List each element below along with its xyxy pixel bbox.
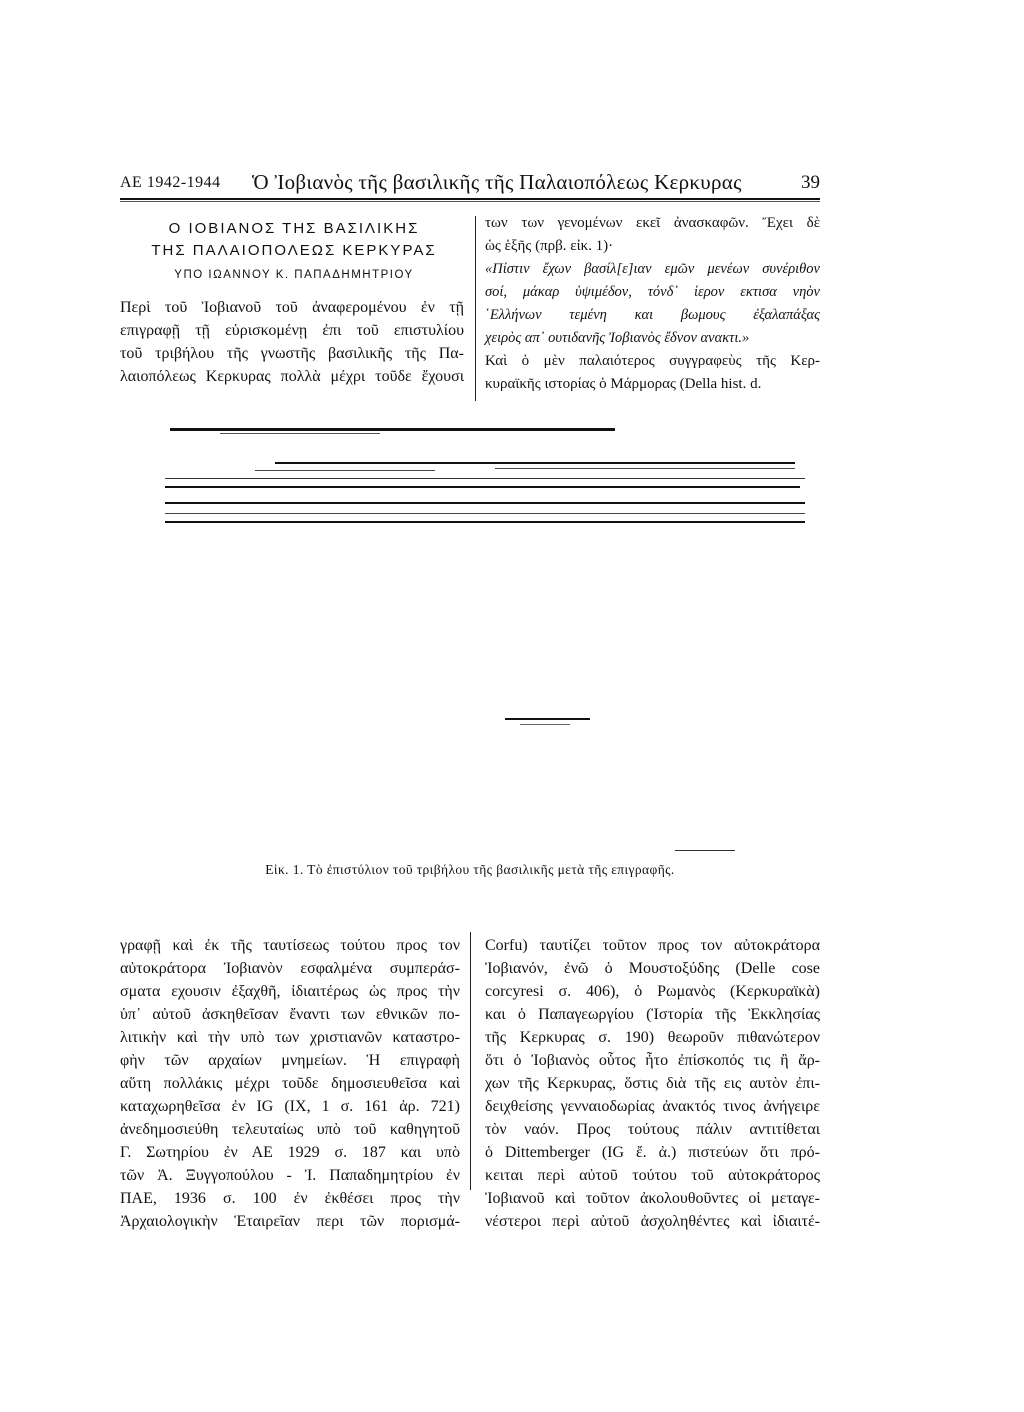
text-line: Ἀρχαιολογικὴν Ἑταιρεῖαν περι τῶν πορισμά- (120, 1213, 460, 1230)
text-line: τοῦ τριβήλου τῆς γνωστῆς βασιλικῆς τῆς Πα- (120, 345, 464, 362)
header-rule-thin (120, 201, 820, 202)
article-title-line2: ΤΗΣ ΠΑΛΑΙΟΠΟΛΕΩΣ ΚΕΡΚΥΡΑΣ (151, 242, 437, 259)
text-line: καταχωρηθεῖσα ἐν IG (IX, 1 σ. 161 ἀρ. 721) (120, 1098, 460, 1115)
text-line: φὴν τῶν αρχαίων μνημείων. Ἡ επιγραφὴ (120, 1052, 460, 1069)
text-line: σματα εχουσιν ἐξαχθῆ, ἰδιαιτέρως ὡς προς τὴν (120, 983, 460, 1000)
left-column-bottom (120, 934, 460, 1233)
text-line: λαιοπόλεως Κερκυρας πολλὰ μέχρι τοῦδε ἔχουσι (120, 368, 464, 385)
text-line: ὡς ἑξῆς (πρβ. εἰκ. 1)· (485, 238, 614, 254)
header-rule (120, 198, 820, 200)
running-title: Ὁ Ἰοβιανὸς τῆς βασιλικῆς τῆς Παλαιοπόλεως Κερκυρας (252, 170, 742, 194)
text-line: κυραϊκῆς ιστορίας ὁ Μάρμορας (Della hist. d. (485, 376, 762, 392)
figure-scan-line (165, 502, 805, 504)
inscription-line: σοί, μάκαρ ὑψιμέδον, τόνδ᾿ ἱερον εκτισα νηὸν (485, 284, 820, 300)
text-line: ὑπ᾿ αὐτοῦ ἀσκηθεῖσαν ἔναντι των εθνικῶν πο- (120, 1006, 460, 1023)
text-line: τὸν ναόν. Προς τούτους πάλιν αντιτίθεται (485, 1121, 820, 1138)
figure-scan-line (495, 468, 795, 469)
page-number: 39 (801, 172, 820, 193)
figure-scan-line (170, 428, 615, 431)
text-line: ὁ Dittemberger (IG ἔ. ἀ.) πιστεύων ὅτι πρό- (485, 1144, 820, 1161)
text-line: Γ. Σωτηρίου ἐν ΑΕ 1929 σ. 187 και υπὸ (120, 1144, 460, 1161)
article-title-line1: Ο ΙΟΒΙΑΝΟΣ ΤΗΣ ΒΑΣΙΛΙΚΗΣ (168, 220, 420, 237)
figure-scan-line (675, 850, 735, 851)
text-line: γραφῇ καὶ ἐκ τῆς ταυτίσεως τούτου προς τον (120, 937, 460, 954)
inscription-line: ῾Ελλήνων τεμένη και βωμους ἐξαλαπάξας (485, 307, 820, 323)
text-line: ὅτι ὁ Ἰοβιανὸς οὗτος ἦτο ἐπίσκοπός τις ἢ ἄρ- (485, 1052, 820, 1069)
intro-paragraph (120, 296, 464, 388)
text-line: Καὶ ὁ μὲν παλαιότερος συγγραφεὺς τῆς Κερ- (485, 353, 820, 369)
figure-scan-line (165, 486, 800, 488)
running-header (120, 170, 820, 196)
figure-scan-line (165, 521, 805, 523)
text-line: και ὁ Παπαγεωργίου (Ἱστορία τῆς Ἐκκλησίας (485, 1006, 820, 1023)
figure-scan-line (165, 478, 805, 479)
text-line: Ἰοβιανόν, ἐνῶ ὁ Μουστοξύδης (Delle cose (485, 960, 820, 977)
column-divider-bottom (470, 932, 471, 1190)
text-line: τῶν Ἀ. Ξυγγοπούλου - Ἰ. Παπαδημητρίου ἐν (120, 1167, 460, 1184)
figure-caption: Εἰκ. 1. Τὸ ἐπιστύλιον τοῦ τριβήλου τῆς βασιλικῆς μετὰ τῆς επιγραφῆς. (265, 862, 675, 877)
text-line: λιτικὴν καὶ τὴν υπὸ των χριστιανῶν καταστρο- (120, 1029, 460, 1046)
text-line: Ἰοβιανοῦ καὶ τοῦτον ἀκολουθοῦντες οἱ μεταγε- (485, 1190, 820, 1207)
figure-scan-line (505, 718, 590, 720)
figure-epistyle-photo (165, 418, 815, 858)
text-line: νέστεροι περὶ αὐτοῦ ἀσχοληθέντες καὶ ἰδιαιτέ- (485, 1213, 820, 1230)
journal-abbrev: ΑΕ 1942-1944 (120, 174, 221, 191)
figure-scan-line (220, 433, 380, 434)
right-column-top (485, 212, 820, 396)
column-divider-top (475, 216, 476, 401)
article-author: ΥΠΟ ΙΩΑΝΝΟΥ Κ. ΠΑΠΑΔΗΜΗΤΡΙΟΥ (174, 269, 414, 281)
figure-scan-line (275, 462, 795, 464)
text-line: Corfu) ταυτίζει τοῦτον προς τον αὐτοκράτορα (485, 937, 820, 954)
text-line: Περὶ τοῦ Ἰοβιανοῦ τοῦ ἀναφερομένου ἐν τῇ (120, 299, 464, 316)
inscription-line: «Πίστιν ἔχων βασίλ[ε]ιαν εμῶν μενέων συνέριθον (485, 261, 820, 277)
figure-scan-line (520, 724, 570, 725)
article-heading (120, 218, 468, 286)
text-line: corcyresi σ. 406), ὁ Ρωμανὸς (Κερκυραϊκὰ) (485, 983, 820, 1000)
text-line: κειται περὶ αὐτοῦ τούτου τοῦ αὐτοκράτορος (485, 1167, 820, 1184)
text-line: δειχθείσης γενναιοδωρίας ἀνακτός τινος ἀνήγειρε (485, 1098, 820, 1115)
text-line: αὕτη πολλάκις μέχρι τοῦδε δημοσιευθεῖσα καὶ (120, 1075, 460, 1092)
right-column-bottom (485, 934, 820, 1233)
text-line: ἀνεδημοσιεύθη τελευταίως υπὸ τοῦ καθηγητοῦ (120, 1121, 460, 1138)
text-line: χων τῆς Κερκυρας, ὅστις διὰ τῆς εις αυτὸν ἐπι- (485, 1075, 820, 1092)
inscription-line: χειρὸς απ᾿ ουτιδανῆς Ἰοβιανὸς ἔδνον ανακτι.» (485, 330, 750, 346)
text-line: ΠΑΕ, 1936 σ. 100 ἐν ἐκθέσει προς τὴν (120, 1190, 460, 1207)
figure-scan-line (165, 513, 805, 514)
figure-scan-line (255, 470, 435, 471)
text-line: τῆς Κερκυρας σ. 190) θεωροῦν πιθανώτερον (485, 1029, 820, 1046)
text-line: των των γενομένων εκεῖ ἀνασκαφῶν. Ἔχει δὲ (485, 215, 820, 231)
text-line: επιγραφῇ τῇ εὑρισκομένῃ ἐπι τοῦ επιστυλίου (120, 322, 464, 339)
text-line: αὐτοκράτορα Ἰοβιανὸν εσφαλμένα συμπεράσ- (120, 960, 460, 977)
